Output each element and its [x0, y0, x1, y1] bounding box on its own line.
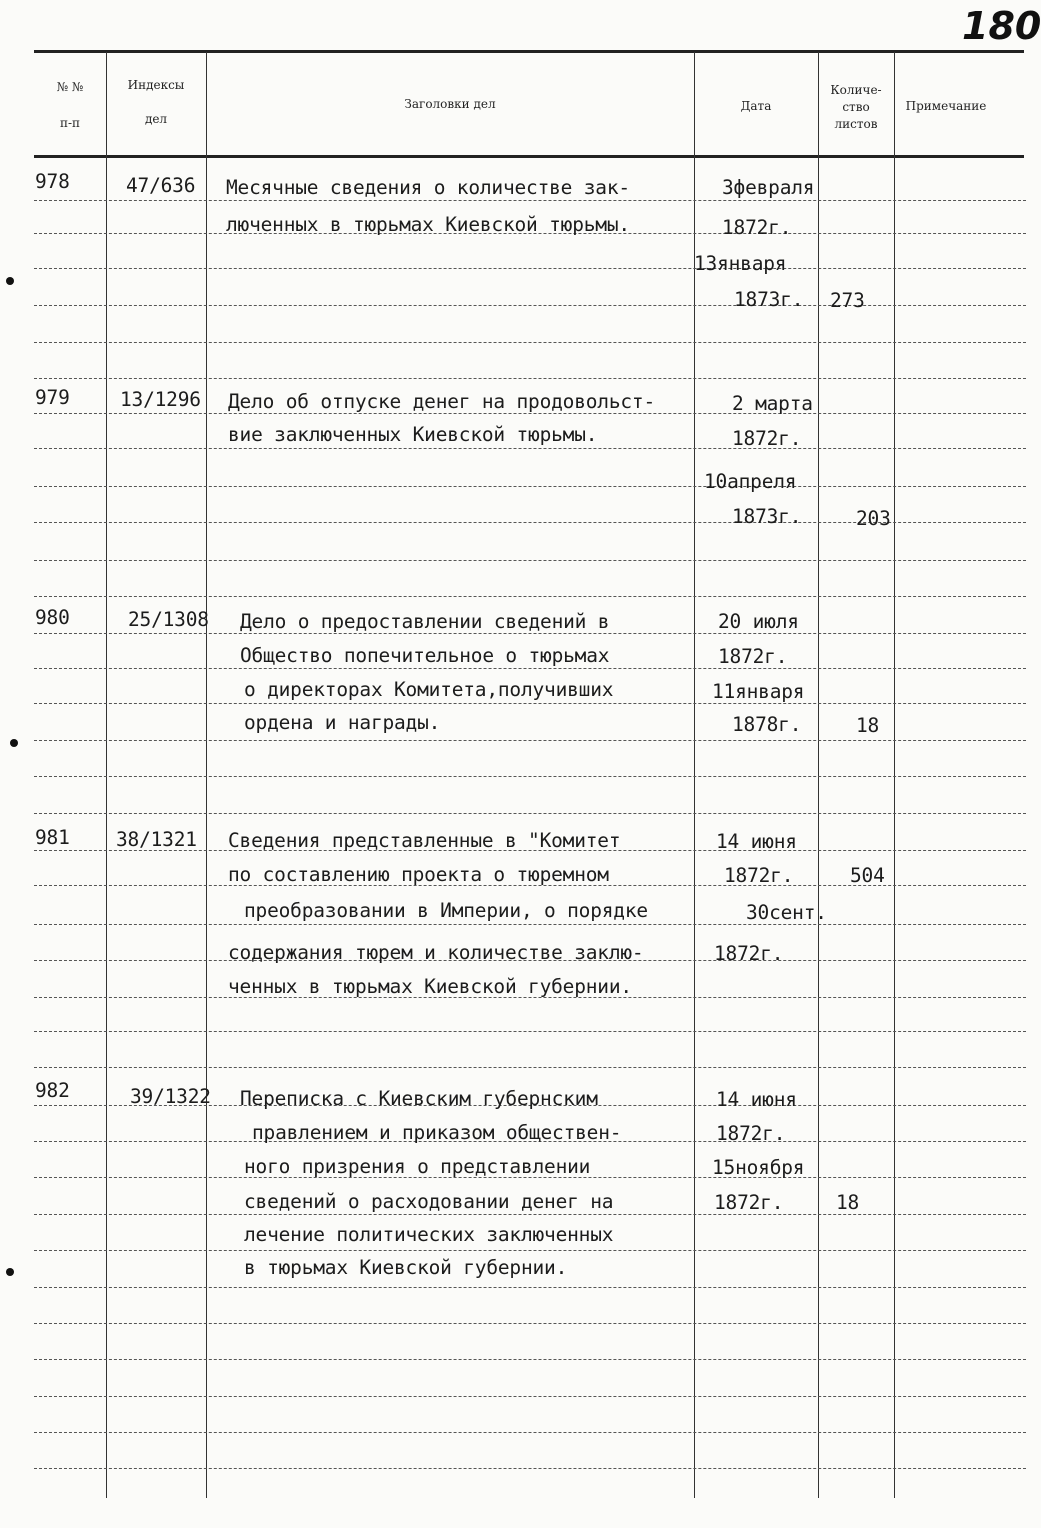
entry-date-line: 10апреля: [704, 470, 797, 493]
entry-title-line: преобразовании в Империи, о порядке: [244, 899, 648, 922]
entry-date-line: 1878г.: [732, 713, 802, 736]
entry-title-line: Переписка с Киевским губернским: [240, 1087, 598, 1110]
entry-date-line: 20 июля: [718, 610, 799, 633]
entry-title-line: правлением и приказом обществен-: [252, 1121, 622, 1144]
entry-title-line: Дело о предоставлении сведений в: [240, 610, 610, 633]
entry-page-count: 18: [856, 714, 880, 737]
entry-index: 38/1321: [116, 828, 197, 851]
entry-date-line: 1872г.: [718, 645, 788, 668]
rule-line: [34, 1323, 1026, 1324]
rule-line: [34, 1432, 1026, 1433]
punch-hole-mark: [6, 1268, 14, 1276]
rule-line: [34, 1031, 1026, 1032]
table-top-border: [34, 50, 1024, 53]
entry-date-line: 1872г.: [714, 942, 784, 965]
rule-line: [34, 1287, 1026, 1288]
entry-index: 25/1308: [128, 608, 209, 631]
entry-date-line: 1873г.: [734, 288, 804, 311]
rule-line: [34, 378, 1026, 379]
entry-date-line: 1873г.: [732, 505, 802, 528]
entry-date-line: 1872г.: [724, 864, 794, 887]
rule-line: [34, 1250, 1026, 1251]
rule-line: [34, 1468, 1026, 1469]
entry-title-line: Дело об отпуске денег на продовольст-: [228, 390, 655, 413]
entry-number: 981: [35, 826, 70, 849]
entry-date-line: 30сент.: [746, 901, 827, 924]
header-title: Заголовки дел: [404, 97, 496, 111]
rule-line: [34, 342, 1026, 343]
header-count-line2: ство: [842, 100, 870, 114]
entry-date-line: 1872г.: [732, 427, 802, 450]
entry-page-count: 18: [836, 1191, 860, 1214]
entry-title-line: ного призрения о представлении: [244, 1155, 591, 1178]
rule-line: [34, 668, 1026, 669]
punch-hole-mark: [10, 739, 18, 747]
header-index: Индексы: [127, 78, 185, 92]
header-note: Примечание: [905, 99, 987, 113]
entry-title-line: люченных в тюрьмах Киевской тюрьмы.: [226, 213, 630, 236]
rule-line: [34, 596, 1026, 597]
entry-number: 982: [35, 1079, 70, 1102]
entry-date-line: 1872г.: [722, 216, 792, 239]
entry-date-line: 11января: [712, 680, 805, 703]
entry-title-line: Сведения представленные в "Комитет: [228, 829, 621, 852]
page-number: 180: [962, 4, 1041, 48]
punch-hole-mark: [6, 277, 14, 285]
entry-number: 980: [35, 606, 70, 629]
rule-line: [34, 268, 1026, 269]
rule-line: [34, 560, 1026, 561]
rule-line: [34, 200, 1026, 201]
entry-index: 39/1322: [130, 1085, 211, 1108]
entry-date-line: 1872г.: [716, 1122, 786, 1145]
entry-page-count: 504: [850, 864, 885, 887]
entry-title-line: вие заключенных Киевской тюрьмы.: [228, 423, 598, 446]
rule-line: [34, 813, 1026, 814]
entry-number: 978: [35, 170, 70, 193]
rule-line: [34, 1214, 1026, 1215]
entry-title-line: Общество попечительное о тюрьмах: [240, 644, 610, 667]
entry-title-line: в тюрьмах Киевской губернии.: [244, 1256, 568, 1279]
entry-number: 979: [35, 386, 70, 409]
entry-title-line: содержания тюрем и количестве заклю-: [228, 941, 644, 964]
entry-date-line: 2 марта: [732, 392, 813, 415]
entry-title-line: о директорах Комитета,получивших: [244, 678, 614, 701]
header-index-sub: дел: [144, 112, 168, 126]
rule-line: [34, 305, 1026, 306]
entry-date-line: 13января: [694, 252, 787, 275]
header-count-line1: Количе-: [830, 83, 882, 97]
rule-line: [34, 740, 1026, 741]
header-num-sub: п-п: [59, 116, 81, 130]
header-bottom-border: [34, 155, 1024, 158]
rule-line: [34, 486, 1026, 487]
header-date: Дата: [740, 99, 772, 113]
entry-date-line: 15ноября: [712, 1156, 805, 1179]
header-num: № №: [56, 80, 84, 94]
entry-date-line: 3февраля: [722, 176, 815, 199]
rule-line: [34, 1396, 1026, 1397]
rule-line: [34, 703, 1026, 704]
entry-date-line: 14 июня: [716, 1088, 797, 1111]
header-count-line3: листов: [834, 117, 878, 131]
entry-page-count: 203: [856, 507, 891, 530]
entry-title-line: сведений о расходовании денег на: [244, 1190, 614, 1213]
entry-title-line: лечение политических заключенных: [244, 1223, 614, 1246]
entry-page-count: 273: [830, 289, 865, 312]
entry-index: 47/636: [126, 174, 196, 197]
entry-title-line: Месячные сведения о количестве зак-: [226, 176, 630, 199]
entry-title-line: ченных в тюрьмах Киевской губернии.: [228, 975, 632, 998]
entry-title-line: ордена и награды.: [244, 711, 441, 734]
rule-line: [34, 448, 1026, 449]
rule-line: [34, 924, 1026, 925]
entry-title-line: по составлению проекта о тюремном: [228, 863, 609, 886]
entry-index: 13/1296: [120, 388, 201, 411]
entry-date-line: 14 июня: [716, 830, 797, 853]
rule-line: [34, 1359, 1026, 1360]
rule-line: [34, 776, 1026, 777]
rule-line: [34, 1067, 1026, 1068]
entry-date-line: 1872г.: [714, 1191, 784, 1214]
